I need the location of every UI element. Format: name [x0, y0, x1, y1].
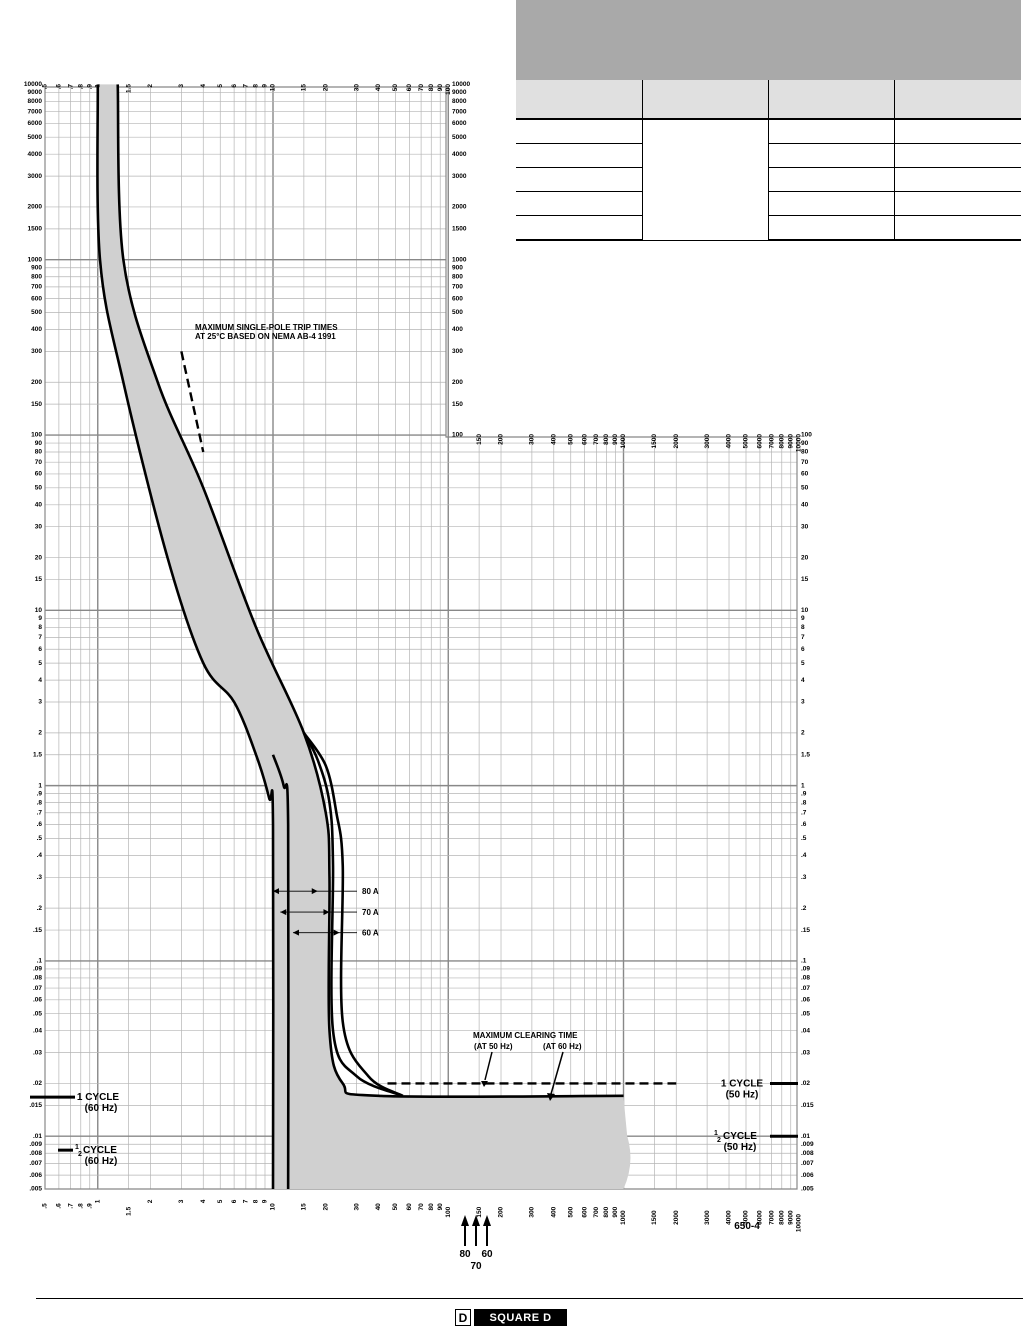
y-tick-label: 80 — [34, 448, 42, 456]
label-80: 80 — [459, 1249, 471, 1260]
y-tick-label: 90 — [34, 439, 42, 447]
y-tick-label: .3 — [36, 874, 42, 882]
y-tick-label-right: .5 — [801, 835, 807, 843]
x-tick-label: 9 — [261, 1199, 269, 1204]
y-tick-label-right: 7000 — [452, 108, 467, 116]
y-tick-label-right: 1000 — [452, 256, 467, 264]
y-tick-label-right: 3000 — [452, 172, 467, 180]
x-tick-label: 100 — [444, 84, 452, 95]
half-den-50: 2 — [717, 1137, 721, 1145]
y-tick-label-right: 6 — [801, 645, 805, 653]
x-tick-label: 2 — [147, 1199, 155, 1204]
x-tick-label: 200 — [497, 1206, 505, 1218]
y-tick-label: 10 — [34, 607, 42, 615]
x-tick-label: 3 — [178, 1199, 186, 1204]
x-tick-label: 8000 — [778, 1210, 786, 1225]
y-tick-label: 900 — [31, 264, 42, 272]
label-70: 70 — [470, 1261, 482, 1272]
y-tick-label: 5000 — [27, 133, 42, 141]
y-tick-label: 4 — [38, 676, 42, 684]
y-tick-label-right: 9 — [801, 615, 805, 623]
x-tick-label: 2000 — [672, 1210, 680, 1225]
square-d-logo — [455, 1309, 567, 1326]
y-tick-label-right: 8 — [801, 624, 805, 632]
x-tick-label: .8 — [77, 84, 85, 90]
y-tick-label-right: 500 — [452, 309, 463, 317]
x-tick-label: 1500 — [651, 1210, 659, 1225]
y-tick-label-right: 600 — [452, 295, 463, 303]
x-tick-label: 15 — [300, 84, 308, 92]
y-tick-label: 20 — [34, 554, 42, 562]
x-tick-label: 600 — [581, 1206, 589, 1218]
dimension-label: 60 A — [362, 928, 379, 938]
y-tick-label-right: 20 — [801, 554, 809, 562]
x-tick-label: 10000 — [795, 1214, 803, 1233]
y-tick-label-right: .08 — [801, 974, 811, 982]
y-tick-label: 5 — [38, 659, 42, 667]
x-tick-label: 300 — [528, 434, 536, 445]
label-half-cycle-50: CYCLE — [723, 1131, 757, 1143]
x-tick-label: 30 — [353, 84, 361, 92]
footer-rule — [36, 1298, 1023, 1299]
y-tick-label: 2000 — [27, 203, 42, 211]
y-tick-label: .006 — [29, 1171, 42, 1179]
x-tick-label: 40 — [375, 84, 383, 92]
x-tick-label: .7 — [67, 84, 75, 90]
y-tick-label-right: .008 — [801, 1149, 814, 1157]
y-tick-label: .08 — [32, 974, 42, 982]
x-tick-label: 150 — [475, 434, 483, 445]
y-tick-label: .9 — [36, 790, 42, 798]
x-tick-label: 3000 — [703, 434, 711, 449]
y-tick-label-right: 1500 — [452, 225, 467, 233]
x-tick-label: 6000 — [756, 1210, 764, 1225]
x-tick-label: 5 — [216, 1199, 224, 1204]
y-tick-label-right: .8 — [801, 799, 807, 807]
x-tick-label: 900 — [612, 434, 620, 445]
y-tick-label: .8 — [36, 799, 42, 807]
y-tick-label-right: .7 — [801, 809, 807, 817]
y-tick-label: 15 — [34, 576, 42, 584]
x-tick-label: 500 — [567, 1206, 575, 1218]
x-tick-label: 90 — [436, 84, 444, 92]
y-tick-label-right: .6 — [801, 821, 807, 829]
y-tick-label: .005 — [29, 1185, 42, 1193]
y-tick-label: .009 — [29, 1140, 42, 1148]
y-tick-label: 10000 — [23, 81, 42, 89]
y-tick-label: 500 — [31, 309, 42, 317]
y-tick-label-right: 800 — [452, 273, 463, 281]
y-tick-label-right: .9 — [801, 790, 807, 798]
logo-name: SQUARE D — [474, 1309, 567, 1326]
y-tick-label-right: .015 — [801, 1102, 814, 1110]
y-tick-label-right: .15 — [801, 926, 811, 934]
trip-curves — [97, 84, 676, 1189]
y-tick-label: 200 — [31, 378, 42, 386]
x-tick-label: 8 — [252, 1199, 260, 1204]
x-tick-label: .9 — [86, 84, 94, 90]
x-tick-label: 4 — [199, 84, 207, 88]
y-tick-label: 6000 — [27, 120, 42, 128]
x-tick-label: 200 — [497, 434, 505, 445]
dimension-label: 80 A — [362, 887, 379, 897]
y-tick-label: 100 — [31, 431, 42, 439]
y-tick-label: 1.5 — [32, 751, 42, 759]
y-tick-label-right: 400 — [452, 326, 463, 334]
dashed-limit-line — [181, 351, 203, 452]
y-tick-label-right: .2 — [801, 904, 807, 912]
y-tick-label-right: 70 — [801, 458, 809, 466]
x-tick-label: 6 — [230, 84, 238, 88]
y-tick-label-right: 4 — [801, 676, 805, 684]
y-tick-label-right: 200 — [452, 378, 463, 386]
x-tick-label: 1.5 — [125, 84, 133, 94]
x-tick-label: 70 — [417, 84, 425, 92]
x-tick-label: 1 — [94, 1199, 102, 1204]
label-1-cycle-50: 1 CYCLE — [720, 1078, 764, 1090]
x-tick-label: 4000 — [725, 1210, 733, 1225]
y-tick-label-right: 900 — [452, 264, 463, 272]
x-tick-label: 800 — [603, 434, 611, 445]
dimension-label: 70 A — [362, 908, 379, 918]
y-tick-label-right: 5000 — [452, 133, 467, 141]
y-tick-label: 50 — [34, 484, 42, 492]
y-tick-label: .5 — [36, 835, 42, 843]
x-tick-label: .6 — [55, 1203, 63, 1209]
x-tick-label: 1.5 — [125, 1206, 133, 1216]
y-tick-label-right: 300 — [452, 348, 463, 356]
y-tick-label: 60 — [34, 470, 42, 478]
y-tick-label: .4 — [36, 852, 42, 860]
x-tick-label: 70 — [417, 1203, 425, 1211]
x-tick-label: 150 — [475, 1206, 483, 1218]
pointer-50hz — [485, 1052, 492, 1080]
current-arrowhead — [483, 1215, 491, 1226]
chart-grid — [45, 87, 797, 1189]
y-tick-label-right: .1 — [801, 957, 807, 965]
x-tick-label: 6000 — [756, 434, 764, 449]
y-tick-label-right: 8000 — [452, 98, 467, 106]
y-tick-label: 7000 — [27, 108, 42, 116]
trip-band — [97, 84, 630, 1189]
x-tick-label: 90 — [436, 1203, 444, 1211]
x-tick-label: 300 — [528, 1206, 536, 1218]
label-60: 60 — [481, 1249, 493, 1260]
x-tick-label: 6 — [230, 1199, 238, 1204]
y-tick-label-right: 30 — [801, 523, 809, 531]
y-tick-label: 1000 — [27, 256, 42, 264]
y-tick-label: .06 — [32, 996, 42, 1004]
annotation-60hz: (AT 60 Hz) — [543, 1042, 582, 1051]
x-tick-label: 10000 — [795, 434, 803, 453]
y-tick-label: .15 — [32, 926, 42, 934]
y-tick-label: .01 — [32, 1132, 42, 1140]
x-tick-label: 400 — [550, 434, 558, 445]
y-tick-label: 150 — [31, 400, 42, 408]
y-tick-label: 3000 — [27, 172, 42, 180]
annotation-single-pole-1: MAXIMUM SINGLE-POLE TRIP TIMES — [195, 323, 338, 332]
x-tick-label: 3 — [178, 84, 186, 88]
y-tick-label: 8000 — [27, 98, 42, 106]
annotation-max-clearing: MAXIMUM CLEARING TIME — [473, 1031, 578, 1040]
y-tick-label: 300 — [31, 348, 42, 356]
y-tick-label: .04 — [32, 1027, 42, 1035]
y-tick-label-right: .04 — [801, 1027, 811, 1035]
x-tick-label: 80 — [427, 1203, 435, 1211]
y-tick-label: .015 — [29, 1102, 42, 1110]
logo-letter: D — [455, 1309, 471, 1326]
y-tick-label: 8 — [38, 624, 42, 632]
x-tick-label: .5 — [41, 1203, 49, 1209]
y-tick-label: .2 — [36, 904, 42, 912]
y-tick-label-right: 60 — [801, 470, 809, 478]
y-tick-label-right: 50 — [801, 484, 809, 492]
label-60hz-a: (60 Hz) — [84, 1103, 118, 1115]
half-num-50: 1 — [714, 1130, 718, 1138]
y-tick-label: 6 — [38, 645, 42, 653]
x-tick-label: 5000 — [742, 1210, 750, 1225]
x-tick-label: 1000 — [620, 1210, 628, 1225]
y-tick-label-right: .005 — [801, 1185, 814, 1193]
x-tick-label: .7 — [67, 1203, 75, 1209]
y-tick-label-right: .07 — [801, 984, 811, 992]
x-tick-label: 60 — [406, 1203, 414, 1211]
pointer-60hz — [551, 1052, 563, 1094]
x-tick-label: 50 — [392, 84, 400, 92]
y-tick-label-right: .006 — [801, 1171, 814, 1179]
x-tick-label: 20 — [322, 84, 330, 92]
y-tick-label-right: .4 — [801, 852, 807, 860]
x-tick-label: 60 — [406, 84, 414, 92]
x-tick-label: 15 — [300, 1203, 308, 1211]
x-tick-label: .9 — [86, 1203, 94, 1209]
x-tick-label: 20 — [322, 1203, 330, 1211]
x-tick-label: .8 — [77, 1203, 85, 1209]
y-tick-label: .008 — [29, 1149, 42, 1157]
y-tick-label-right: 5 — [801, 659, 805, 667]
y-tick-label-right: .09 — [801, 965, 811, 973]
x-tick-label: 2000 — [672, 434, 680, 449]
x-tick-label: 1500 — [651, 434, 659, 449]
x-tick-label: 4000 — [725, 434, 733, 449]
x-tick-label: 40 — [375, 1203, 383, 1211]
label-50hz-a: (50 Hz) — [725, 1089, 759, 1101]
x-tick-label: 1 — [94, 84, 102, 88]
y-tick-label: 9 — [38, 615, 42, 623]
y-tick-label-right: 6000 — [452, 120, 467, 128]
dimension-arrowhead — [334, 930, 340, 936]
x-tick-label: .5 — [41, 84, 49, 90]
y-tick-label-right: .02 — [801, 1080, 811, 1088]
half-num-60: 1 — [75, 1144, 79, 1152]
y-tick-label: 600 — [31, 295, 42, 303]
label-half-cycle-60: CYCLE — [83, 1145, 117, 1157]
tick-labels — [24, 81, 814, 1232]
x-tick-label: .6 — [55, 84, 63, 90]
y-tick-label-right: .009 — [801, 1140, 814, 1148]
y-tick-label-right: 9000 — [452, 89, 467, 97]
y-tick-label: .09 — [32, 965, 42, 973]
y-tick-label-right: 100 — [801, 431, 812, 439]
x-tick-label: 50 — [392, 1203, 400, 1211]
current-arrowhead — [461, 1215, 469, 1226]
x-tick-label: 9 — [261, 84, 269, 88]
band-fill — [97, 84, 630, 1189]
x-tick-label: 700 — [593, 1206, 601, 1218]
x-tick-label: 2 — [147, 84, 155, 88]
y-tick-label-right: .06 — [801, 996, 811, 1004]
x-tick-label: 9000 — [787, 434, 795, 449]
y-tick-label-right: 80 — [801, 448, 809, 456]
x-tick-label: 80 — [427, 84, 435, 92]
x-tick-label: 900 — [612, 1206, 620, 1218]
y-tick-label-right: 10000 — [452, 81, 471, 89]
y-tick-label-right: 15 — [801, 576, 809, 584]
x-tick-label: 10 — [269, 84, 277, 92]
x-tick-label: 800 — [603, 1206, 611, 1218]
half-den-60: 2 — [78, 1151, 82, 1159]
y-tick-label-right: 90 — [801, 439, 809, 447]
y-tick-label: .6 — [36, 821, 42, 829]
y-tick-label: 30 — [34, 523, 42, 531]
y-tick-label: 3 — [38, 698, 42, 706]
y-tick-label-right: 3 — [801, 698, 805, 706]
x-tick-label: 5000 — [742, 434, 750, 449]
x-tick-label: 7000 — [768, 1210, 776, 1225]
x-tick-label: 500 — [567, 434, 575, 445]
y-tick-label: 1 — [38, 782, 42, 790]
y-tick-label: .1 — [36, 957, 42, 965]
y-tick-label: 400 — [31, 326, 42, 334]
y-tick-label: 40 — [34, 501, 42, 509]
annotation-single-pole-2: AT 25°C BASED ON NEMA AB-4 1991 — [195, 332, 336, 341]
y-tick-label-right: 700 — [452, 283, 463, 291]
x-tick-label: 10 — [269, 1203, 277, 1211]
x-tick-label: 4 — [199, 1199, 207, 1204]
x-tick-label: 3000 — [703, 1210, 711, 1225]
y-tick-label-right: .05 — [801, 1010, 811, 1018]
y-tick-label-right: .007 — [801, 1160, 814, 1168]
y-tick-label: .07 — [32, 984, 42, 992]
x-tick-label: 5 — [216, 84, 224, 88]
x-tick-label: 30 — [353, 1203, 361, 1211]
y-tick-label: 800 — [31, 273, 42, 281]
x-tick-label: 7 — [242, 84, 250, 88]
x-tick-label: 100 — [444, 1206, 452, 1218]
annotation-50hz: (AT 50 Hz) — [474, 1042, 513, 1051]
y-tick-label-right: 1.5 — [801, 751, 811, 759]
x-tick-label: 7 — [242, 1199, 250, 1204]
x-tick-label: 8000 — [778, 434, 786, 449]
y-tick-label-right: 40 — [801, 501, 809, 509]
x-tick-label: 8 — [252, 84, 260, 88]
y-tick-label-right: 2 — [801, 729, 805, 737]
y-tick-label-right: 1 — [801, 782, 805, 790]
x-tick-label: 400 — [550, 1206, 558, 1218]
y-tick-label: 4000 — [27, 150, 42, 158]
label-1-cycle-60: 1 CYCLE — [76, 1092, 120, 1104]
y-tick-label: .05 — [32, 1010, 42, 1018]
x-tick-label: 1000 — [620, 434, 628, 449]
y-tick-label: 700 — [31, 283, 42, 291]
y-tick-label-right: 100 — [452, 431, 463, 439]
y-tick-label: .03 — [32, 1049, 42, 1057]
x-tick-label: 9000 — [787, 1210, 795, 1225]
y-tick-label: .7 — [36, 809, 42, 817]
figure-id: 650-4 — [734, 1221, 760, 1232]
x-tick-label: 600 — [581, 434, 589, 445]
y-tick-label: 2 — [38, 729, 42, 737]
y-tick-label: 9000 — [27, 89, 42, 97]
x-tick-label: 700 — [593, 434, 601, 445]
x-tick-label: 7000 — [768, 434, 776, 449]
y-tick-label-right: 150 — [452, 400, 463, 408]
y-tick-label: .02 — [32, 1080, 42, 1088]
y-tick-label: 70 — [34, 458, 42, 466]
y-tick-label-right: .03 — [801, 1049, 811, 1057]
y-tick-label-right: .01 — [801, 1132, 811, 1140]
y-tick-label-right: 2000 — [452, 203, 467, 211]
y-tick-label-right: 7 — [801, 634, 805, 642]
y-tick-label-right: .3 — [801, 874, 807, 882]
y-tick-label-right: 10 — [801, 607, 809, 615]
y-tick-label: 1500 — [27, 225, 42, 233]
y-tick-label: .007 — [29, 1160, 42, 1168]
label-60hz-b: (60 Hz) — [84, 1156, 118, 1168]
y-tick-label-right: 4000 — [452, 150, 467, 158]
y-tick-label: 7 — [38, 634, 42, 642]
label-50hz-b: (50 Hz) — [723, 1142, 757, 1154]
